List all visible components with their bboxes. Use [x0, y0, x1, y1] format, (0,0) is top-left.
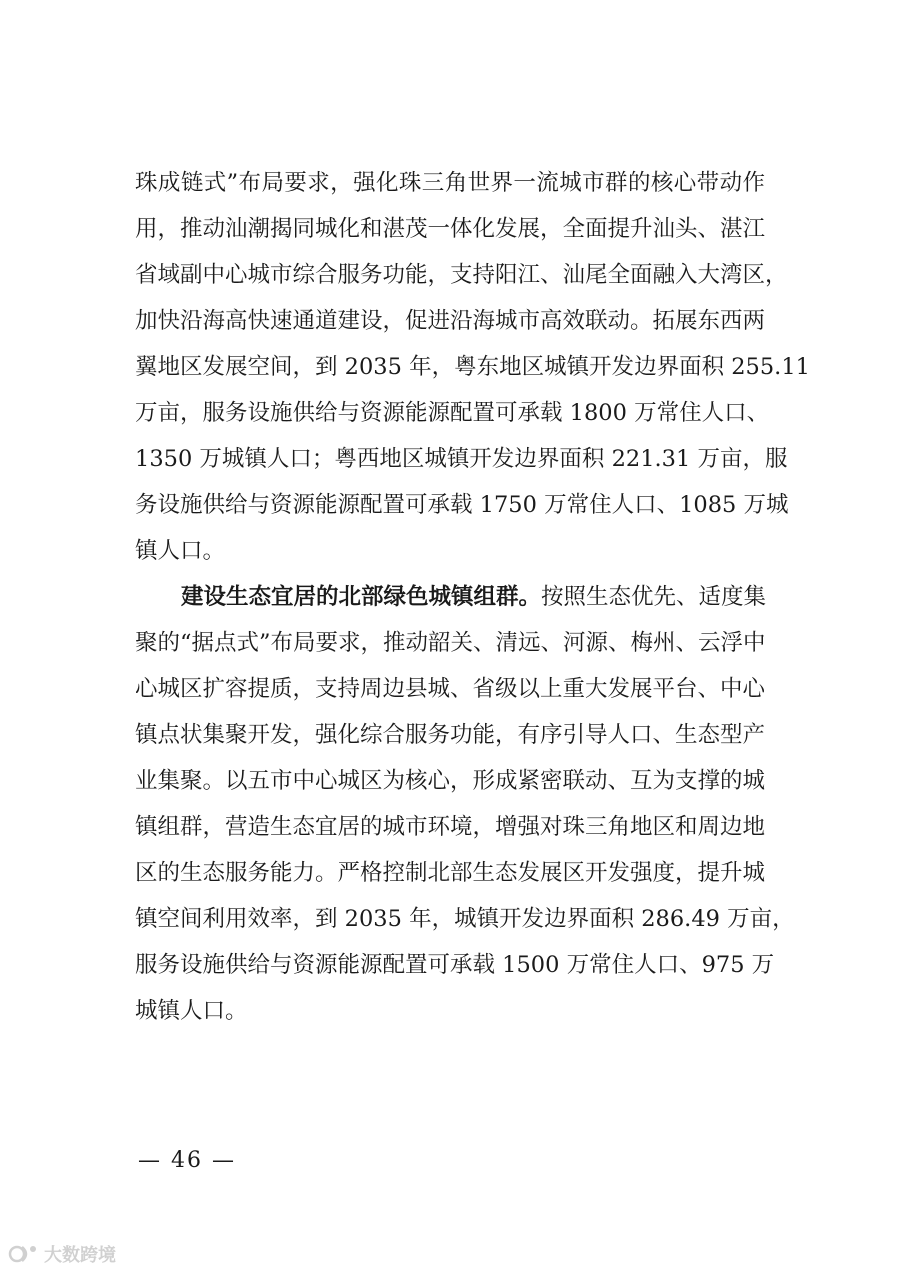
text-line: 镇人口。 [135, 538, 226, 564]
paragraph-2 [135, 574, 795, 1034]
text-line: 珠成链式”布局要求，强化珠三角世界一流城市群的核心带动作 [135, 170, 765, 196]
paragraph-1 [135, 160, 810, 574]
text-line: 心城区扩容提质，支持周边县城、省级以上重大发展平台、中心 [135, 676, 766, 702]
page-number: — 46 — [138, 1148, 236, 1173]
text-line: 万亩，服务设施供给与资源能源配置可承载 1800 万常住人口、 [135, 400, 770, 426]
text-line: 1350 万城镇人口；粤西地区城镇开发边界面积 221.31 万亩，服 [135, 446, 788, 472]
text-line: 省域副中心城市综合服务功能，支持阳江、汕尾全面融入大湾区， [135, 262, 788, 288]
text-line: 翼地区发展空间，到 2035 年，粤东地区城镇开发边界面积 255.11 [135, 354, 810, 380]
text-line: 务设施供给与资源能源配置可承载 1750 万常住人口、1085 万城 [135, 492, 789, 518]
body-text [135, 160, 810, 1034]
text-line: 聚的“据点式”布局要求，推动韶关、清远、河源、梅州、云浮中 [135, 630, 766, 656]
text-line: 镇空间利用效率，到 2035 年，城镇开发边界面积 286.49 万亩， [135, 906, 795, 932]
paragraph-first-line [135, 574, 765, 620]
text-run: 按照生态优先、适度集 [541, 584, 767, 610]
text-line: 城镇人口。 [135, 998, 248, 1024]
text-line: 镇点状集聚开发，强化综合服务功能，有序引导人口、生态型产 [135, 722, 766, 748]
watermark [8, 1242, 116, 1266]
watermark-text: 大数跨境 [44, 1245, 116, 1266]
logo-icon [8, 1243, 38, 1265]
text-line: 用，推动汕潮揭同城化和湛茂一体化发展，全面提升汕头、湛江 [135, 216, 766, 242]
text-line: 服务设施供给与资源能源配置可承载 1500 万常住人口、975 万 [135, 952, 775, 978]
text-line: 镇组群，营造生态宜居的城市环境，增强对珠三角地区和周边地 [135, 814, 766, 840]
text-line: 业集聚。以五市中心城区为核心，形成紧密联动、互为支撑的城 [135, 768, 766, 794]
paragraph-heading: 建设生态宜居的北部绿色城镇组群。 [181, 584, 542, 610]
text-line: 区的生态服务能力。严格控制北部生态发展区开发强度，提升城 [135, 860, 766, 886]
text-line: 加快沿海高快速通道建设，促进沿海城市高效联动。拓展东西两 [135, 308, 766, 334]
